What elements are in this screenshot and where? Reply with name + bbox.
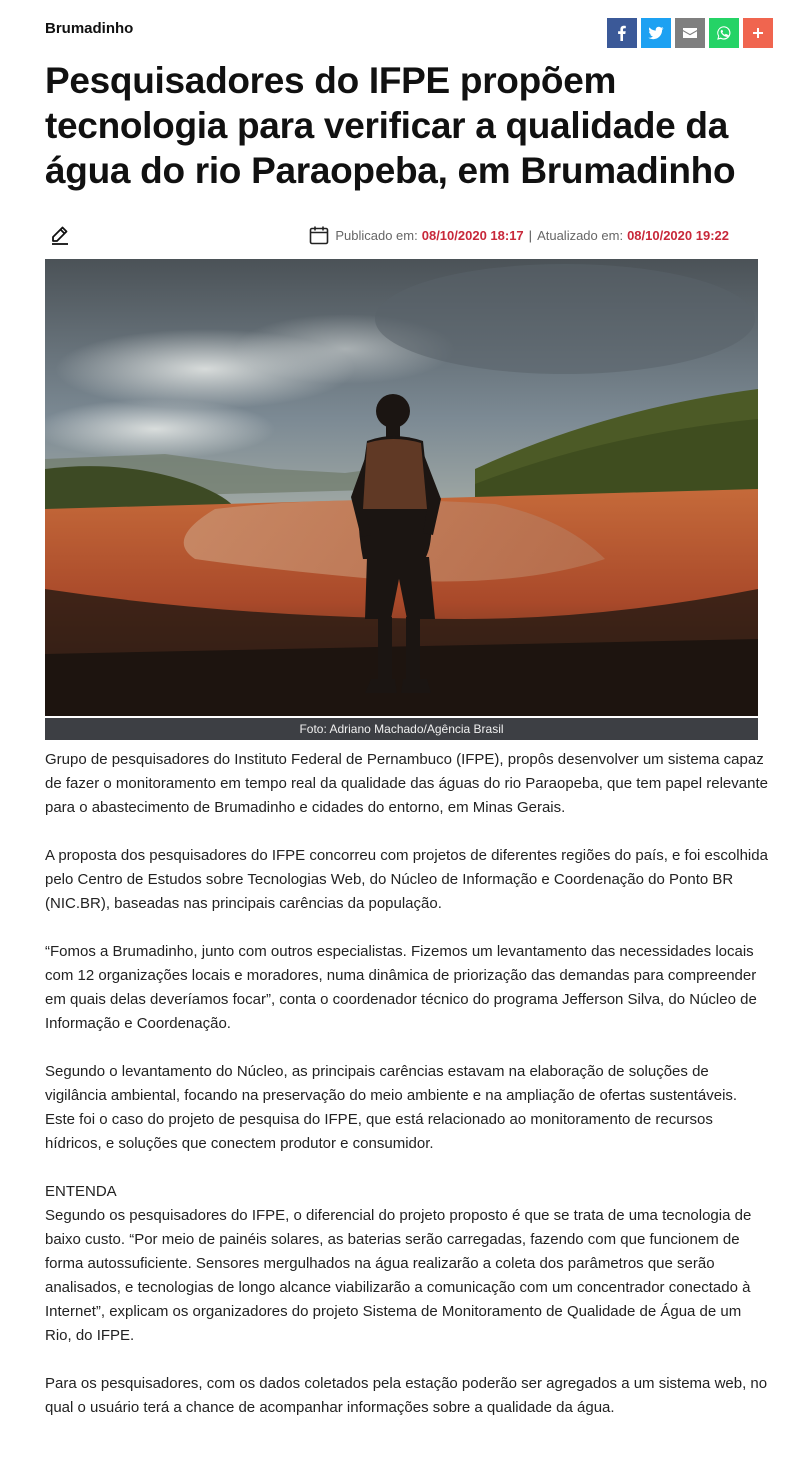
share-email-button[interactable]	[675, 18, 705, 48]
article-paragraph: Grupo de pesquisadores do Instituto Federal de Pernambuco (IFPE), propôs desenvolver um sistema capaz de fazer o monitoramento em tempo real da qualidade das águas do rio Paraopeba, que tem papel relevante para o abastecimento de Brumadinho e cidades do entorno, em Minas Gerais.	[45, 751, 768, 816]
section-heading: ENTENDA	[45, 1183, 117, 1200]
article-dates	[309, 225, 729, 245]
share-facebook-button[interactable]	[607, 18, 637, 48]
email-icon	[682, 25, 698, 41]
share-more-button[interactable]	[743, 18, 773, 48]
article-paragraph: Segundo os pesquisadores do IFPE, o diferencial do projeto proposto é que se trata de uma tecnologia de baixo custo. “Por meio de painéis solares, as baterias serão carregadas, fazendo com que funcionem de forma autossuficiente. Sensores mergulhados na água realizarão a coleta dos parâmetros que serão analisados, e tecnologias de longo alcance viabilizarão a comunicação com um concentrador conectado à Internet”, explicam os organizadores do projeto Sistema de Monitoramento de Qualidade de Água de um Rio, do IFPE.	[45, 1207, 752, 1344]
share-twitter-button[interactable]	[641, 18, 671, 48]
article-body	[45, 748, 771, 1444]
date-separator: |	[528, 227, 533, 243]
article-photo	[45, 259, 758, 716]
whatsapp-icon	[716, 25, 732, 41]
photo-caption: Foto: Adriano Machado/Agência Brasil	[45, 718, 758, 740]
pencil-icon[interactable]	[49, 224, 71, 246]
article-title: Pesquisadores do IFPE propõem tecnologia para verificar a qualidade da água do rio Paraopeba, em Brumadinho	[45, 60, 736, 191]
twitter-icon	[648, 25, 664, 41]
facebook-icon	[614, 25, 630, 41]
share-whatsapp-button[interactable]	[709, 18, 739, 48]
published-label: Publicado em:	[335, 227, 418, 243]
share-bar	[607, 18, 773, 48]
article-meta	[45, 222, 757, 248]
updated-date: 08/10/2020 19:22	[627, 227, 729, 243]
calendar-icon	[309, 225, 329, 245]
plus-icon	[750, 25, 766, 41]
updated-label: Atualizado em:	[537, 227, 624, 243]
article-paragraph: Para os pesquisadores, com os dados coletados pela estação poderão ser agregados a um sistema web, no qual o usuário terá a chance de acompanhar informações sobre a qualidade da água.	[45, 1375, 768, 1416]
article-paragraph: “Fomos a Brumadinho, junto com outros especialistas. Fizemos um levantamento das necessidades locais com 12 organizações locais e moradores, numa dinâmica de priorização das demandas para compreender em quais delas deveríamos focar”, conta o coordenador técnico do programa Jefferson Silva, do Núcleo de Informação e Coordenação.	[45, 943, 757, 1032]
published-date: 08/10/2020 18:17	[421, 227, 524, 243]
article-paragraph: A proposta dos pesquisadores do IFPE concorreu com projetos de diferentes regiões do país, e foi escolhida pelo Centro de Estudos sobre Tecnologias Web, do Núcleo de Informação e Coordenação do Ponto BR (NIC.BR), baseadas nas principais carências da população.	[45, 847, 768, 912]
top-row	[45, 18, 773, 50]
category-label[interactable]: Brumadinho	[45, 20, 134, 37]
article-paragraph: Segundo o levantamento do Núcleo, as principais carências estavam na elaboração de soluções de vigilância ambiental, focando na preservação do meio ambiente e na ampliação de ofertas sustentáveis. Este foi o caso do projeto de pesquisa do IFPE, que está relacionado ao monitoramento de recursos hídricos, e soluções que conectem produtor e consumidor.	[45, 1063, 738, 1152]
